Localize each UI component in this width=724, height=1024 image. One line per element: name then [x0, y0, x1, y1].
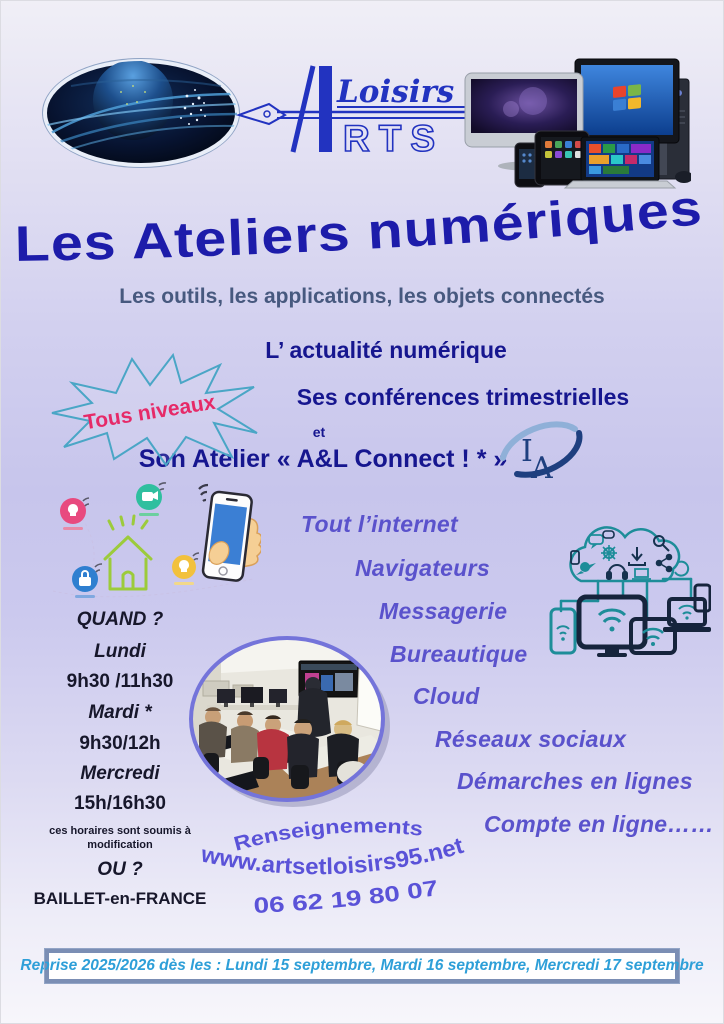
laptop-device: [663, 599, 711, 632]
letter-a-bar: [319, 66, 332, 152]
lamp-sensor-icon: [60, 498, 89, 530]
page-title: Les Ateliers numériques: [14, 185, 701, 273]
classroom-photo: [187, 633, 397, 815]
bulb-sensor-icon: [172, 553, 199, 585]
house-icon: [105, 516, 151, 589]
brand-script: Loisirs: [337, 74, 455, 110]
topic-navigateurs: Navigateurs: [355, 555, 490, 581]
schedule-day-2: Mardi *: [88, 702, 152, 723]
schedule-time-1: 9h30 /11h30: [66, 671, 174, 692]
letter-a-diagonal: [293, 66, 313, 152]
svg-text:Les Ateliers numériques: [14, 185, 705, 272]
topic-compte: Compte en ligne……: [484, 811, 715, 837]
wifi-icon: [199, 485, 208, 501]
globe-logo: [41, 56, 246, 171]
cloud-illustration: [543, 523, 711, 663]
reprise-banner-text: Reprise 2025/2026 dès les : Lundi 15 septembre, Mardi 16 septembre, Mercredi 17 septembre: [20, 957, 704, 974]
share-icon: [657, 555, 672, 572]
schedule-when-label: QUAND ?: [76, 609, 164, 630]
ia-letter-i: I: [521, 434, 533, 469]
schedule-day-1: Lundi: [94, 641, 146, 662]
camera-sensor-icon: [136, 483, 166, 516]
schedule-time-2: 9h30/12h: [79, 733, 161, 754]
intro-workshop: Son Atelier « A&L Connect ! * »: [138, 445, 508, 473]
topic-reseaux: Réseaux sociaux: [435, 726, 627, 752]
pen-nib-hole: [264, 111, 270, 117]
monitor: [579, 597, 645, 647]
pen-nib-icon: [239, 104, 285, 124]
back-monitors: [217, 687, 287, 707]
intro-news: L’ actualité numérique: [265, 337, 507, 363]
level-badge-text: Tous niveaux: [82, 390, 217, 435]
contact-website: www.artsetloisirs95.net: [199, 832, 466, 880]
laptop-icon: [632, 569, 651, 579]
hand-phone-illustration: [199, 485, 261, 581]
laptop: [565, 137, 675, 188]
topic-messagerie: Messagerie: [379, 598, 508, 624]
topic-bureautique: Bureautique: [390, 641, 528, 667]
topic-cloud: Cloud: [413, 683, 480, 709]
schedule-time-3: 15h/16h30: [74, 793, 166, 814]
schedule-location: BAILLET-en-FRANCE: [33, 889, 207, 908]
subtitle: Les outils, les applications, les objets connectés: [119, 285, 605, 308]
schedule-note-1: ces horaires sont soumis à: [49, 825, 191, 837]
ia-letter-a: A: [531, 451, 553, 486]
schedule-where-label: OU ?: [97, 859, 143, 880]
download-icon: [629, 547, 645, 565]
contact-phone: 06 62 19 80 07: [253, 875, 437, 919]
topic-demarches: Démarches en lignes: [457, 768, 693, 794]
title-art: [1, 185, 724, 275]
brand-caps: RTS: [343, 118, 444, 159]
schedule-day-3: Mercredi: [80, 763, 160, 784]
devices-illustration: [463, 51, 691, 189]
phone-left: [551, 609, 575, 653]
ia-logo: [491, 416, 591, 494]
svg-text:06 62 19 80 07: [253, 875, 440, 918]
schedule-note-2: modification: [87, 839, 153, 851]
headset-icon: [607, 565, 627, 579]
intro-conferences: Ses conférences trimestrielles: [296, 384, 630, 410]
topic-internet: Tout l’internet: [301, 511, 458, 537]
contact-wordart: [186, 807, 486, 932]
brand-wordmark: [231, 56, 486, 161]
reprise-banner: [20, 949, 704, 983]
connected-devices: [551, 585, 711, 657]
intro-connector: et: [312, 424, 326, 440]
cloud-service-icons: [571, 531, 688, 579]
lock-sensor-icon: [72, 564, 102, 598]
search-icon: [663, 545, 669, 551]
smarthome-illustration: [43, 479, 261, 611]
level-starburst: [46, 351, 261, 469]
contact-label: Renseignements: [231, 815, 423, 856]
